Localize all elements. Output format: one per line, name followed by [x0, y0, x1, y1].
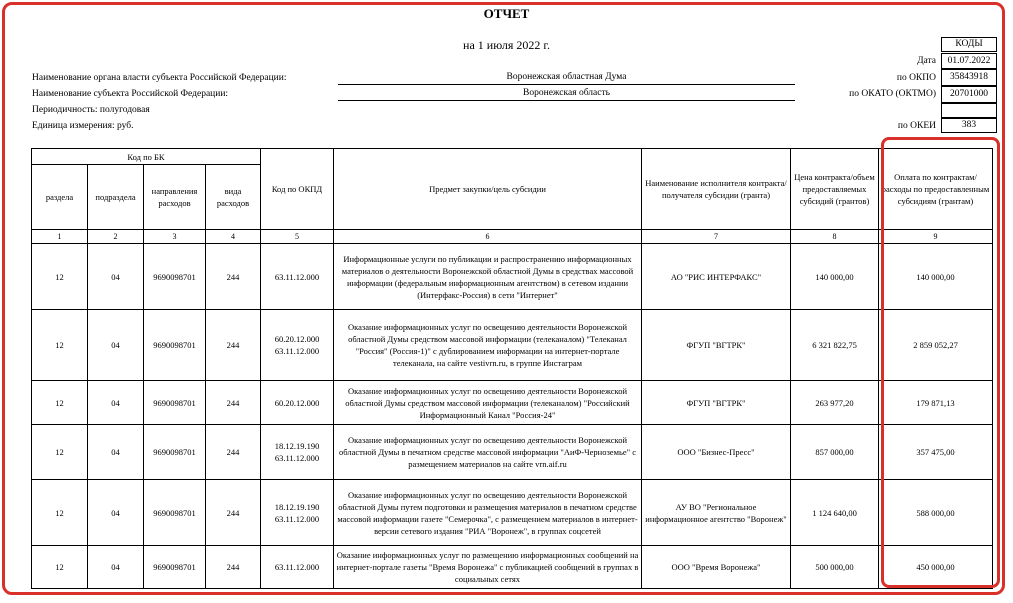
cell-podrazdel: 04: [88, 310, 144, 381]
col-number: 2: [88, 230, 144, 244]
report-title: ОТЧЕТ: [483, 6, 530, 21]
cell-cena: 140 000,00: [791, 244, 879, 310]
cell-napr: 9690098701: [144, 381, 206, 425]
cell-okpd: 18.12.19.190 63.11.12.000: [261, 480, 334, 546]
okpo-label: по ОКПО: [896, 73, 936, 83]
bk-group-header: Код по БК: [32, 149, 261, 165]
cell-okpd: 63.11.12.000: [261, 546, 334, 589]
cell-cena: 6 321 822,75: [791, 310, 879, 381]
col-header-vid: вида расходов: [206, 165, 261, 230]
codes-title: КОДЫ: [941, 37, 997, 52]
table-row: [32, 546, 993, 589]
okei-label: по ОКЕИ: [897, 121, 936, 131]
col-number: 3: [144, 230, 206, 244]
cell-vid: 244: [206, 381, 261, 425]
date-code: 01.07.2022: [941, 53, 997, 69]
cell-napr: 9690098701: [144, 244, 206, 310]
cell-ispolnitel: ФГУП "ВГТРК": [642, 310, 791, 381]
col-header-oplata: Оплата по контрактам/расходы по предоставленным субсидиям (грантам): [879, 149, 993, 230]
col-number: 6: [334, 230, 642, 244]
cell-vid: 244: [206, 425, 261, 480]
table-row: [32, 310, 993, 381]
cell-predmet: Оказание информационных услуг по освещению деятельности Воронежской областной Думы в печатном средстве массовой информации "АиФ-Черноземье" с размещением материалов на сайте vrn.aif.ru: [334, 425, 642, 480]
cell-okpd: 60.20.12.000: [261, 381, 334, 425]
cell-predmet: Оказание информационных услуг по освещению деятельности Воронежской областной Думы средством массовой информации (телеканалом) "Телеканал "Россия" (Россия-1)" с дублированием информации на интернет-портале телеканала, на сайте vestivrn.ru, в группе Инстаграм: [334, 310, 642, 381]
okpo-code: 35843918: [941, 69, 997, 86]
col-number: 4: [206, 230, 261, 244]
cell-podrazdel: 04: [88, 425, 144, 480]
col-number: 8: [791, 230, 879, 244]
cell-ispolnitel: ФГУП "ВГТРК": [642, 381, 791, 425]
cell-oplata: 588 000,00: [879, 480, 993, 546]
col-header-napr: направления расходов: [144, 165, 206, 230]
okato-label: по ОКАТО (ОКТМО): [849, 89, 936, 99]
cell-vid: 244: [206, 546, 261, 589]
cell-podrazdel: 04: [88, 244, 144, 310]
org-label: Наименование органа власти субъекта Российской Федерации:: [32, 73, 287, 83]
cell-razdel: 12: [32, 425, 88, 480]
cell-predmet: Оказание информационных услуг по освещению деятельности Воронежской областной Думы путем подготовки и размещения материалов в печатном средстве массовой информации газете "Семерочка", с размещением материалов в интернет- версии сетевого издания "РИА "Воронеж", в группах соцсетей: [334, 480, 642, 546]
cell-ispolnitel: ООО "Бизнес-Пресс": [642, 425, 791, 480]
col-header-cena: Цена контракта/объем предоставляемых субсидий (грантов): [791, 149, 879, 230]
cell-ispolnitel: АУ ВО "Региональное информационное агентство "Воронеж": [642, 480, 791, 546]
cell-okpd: 63.11.12.000: [261, 244, 334, 310]
col-number: 5: [261, 230, 334, 244]
cell-vid: 244: [206, 480, 261, 546]
col-header-okpd: Код по ОКПД: [261, 149, 334, 230]
cell-razdel: 12: [32, 546, 88, 589]
col-number: 7: [642, 230, 791, 244]
cell-cena: 857 000,00: [791, 425, 879, 480]
cell-razdel: 12: [32, 310, 88, 381]
cell-podrazdel: 04: [88, 480, 144, 546]
cell-podrazdel: 04: [88, 546, 144, 589]
cell-ispolnitel: АО "РИС ИНТЕРФАКС": [642, 244, 791, 310]
cell-vid: 244: [206, 310, 261, 381]
col-number: 1: [32, 230, 88, 244]
cell-cena: 263 977,20: [791, 381, 879, 425]
col-header-ispolnitel: Наименование исполнителя контракта/получателя субсидии (гранта): [642, 149, 791, 230]
cell-napr: 9690098701: [144, 310, 206, 381]
cell-oplata: 450 000,00: [879, 546, 993, 589]
date-label: Дата: [917, 56, 936, 66]
table-row: [32, 381, 993, 425]
cell-razdel: 12: [32, 480, 88, 546]
okei-code: 383: [941, 118, 997, 133]
cell-napr: 9690098701: [144, 480, 206, 546]
col-number: 9: [879, 230, 993, 244]
cell-cena: 500 000,00: [791, 546, 879, 589]
okato-code: 20701000: [941, 86, 997, 103]
table-row: [32, 425, 993, 480]
col-header-razdel: раздела: [32, 165, 88, 230]
cell-predmet: Оказание информационных услуг по освещению деятельности Воронежской областной Думы средством массовой информации (телеканалом) "Российский Информационный Канал "Россия-24": [334, 381, 642, 425]
cell-oplata: 357 475,00: [879, 425, 993, 480]
subject-value: Воронежская область: [338, 88, 795, 101]
cell-oplata: 140 000,00: [879, 244, 993, 310]
cell-napr: 9690098701: [144, 546, 206, 589]
cell-ispolnitel: ООО "Время Воронежа": [642, 546, 791, 589]
highlight-column-9: [881, 137, 1000, 588]
cell-oplata: 2 859 052,27: [879, 310, 993, 381]
periodicity-label: Периодичность: полугодовая: [32, 105, 150, 115]
cell-okpd: 60.20.12.000 63.11.12.000: [261, 310, 334, 381]
cell-napr: 9690098701: [144, 425, 206, 480]
cell-vid: 244: [206, 244, 261, 310]
empty-code-box: [941, 103, 997, 118]
table-row: [32, 244, 993, 310]
cell-razdel: 12: [32, 244, 88, 310]
report-date-line: на 1 июля 2022 г.: [463, 38, 550, 52]
cell-razdel: 12: [32, 381, 88, 425]
org-value: Воронежская областная Дума: [338, 72, 795, 85]
cell-cena: 1 124 640,00: [791, 480, 879, 546]
cell-oplata: 179 871,13: [879, 381, 993, 425]
cell-okpd: 18.12.19.190 63.11.12.000: [261, 425, 334, 480]
subject-label: Наименование субъекта Российской Федерации:: [32, 89, 229, 99]
unit-label: Единица измерения: руб.: [32, 121, 134, 131]
cell-podrazdel: 04: [88, 381, 144, 425]
table-row: [32, 480, 993, 546]
cell-predmet: Оказание информационных услуг по размещению информационных сообщений на интернет-портале газеты "Время Воронежа" с публикацией сообщений в группах в социальных сетях: [334, 546, 642, 589]
report-table: [31, 148, 993, 589]
col-header-podrazdel: подраздела: [88, 165, 144, 230]
col-header-predmet: Предмет закупки/цель субсидии: [334, 149, 642, 230]
cell-predmet: Информационные услуги по публикации и распространению информационных материалов о деятельности Воронежской областной Думы в средствах массовой информации (федеральным информационным агентством) в сетевом издании (Интерфакс-Россия) в сети "Интернет": [334, 244, 642, 310]
